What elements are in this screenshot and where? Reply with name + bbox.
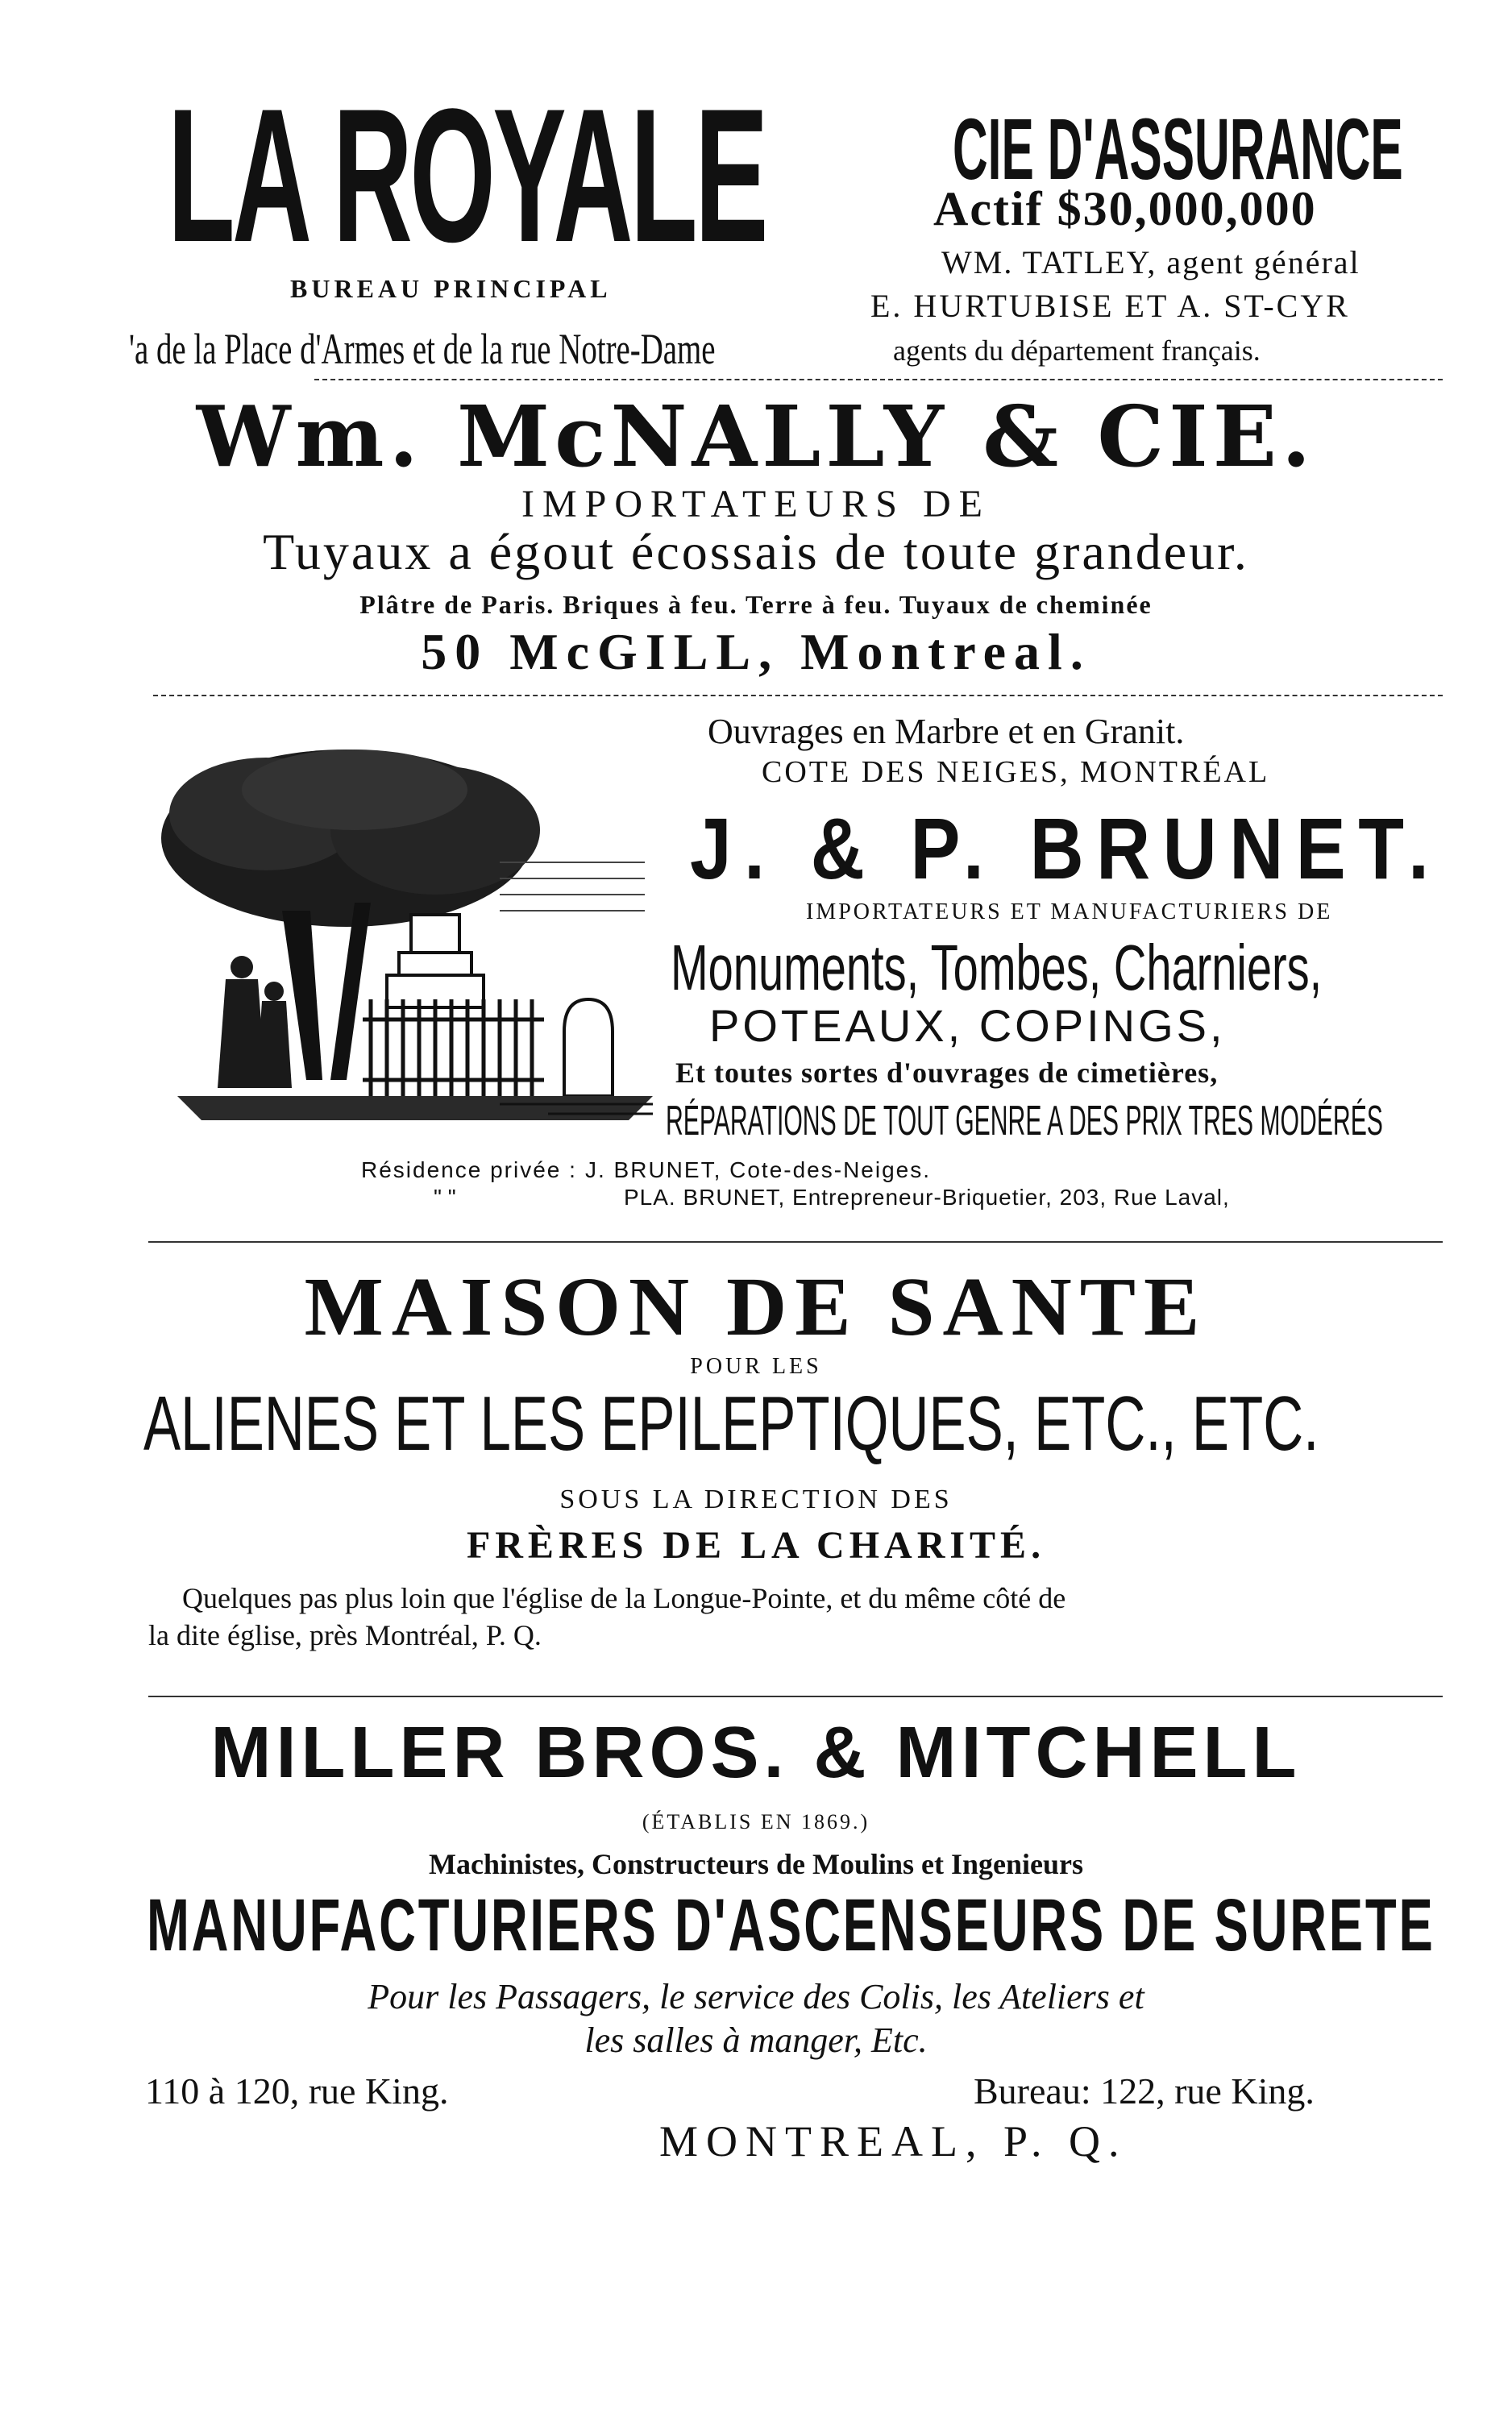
sante-note-1: Quelques pas plus loin que l'église de la Longue-Pointe, et du même côté de [182,1582,1066,1614]
sante-direction: SOUS LA DIRECTION DES [559,1485,953,1514]
royale-ad [0,0,1512,419]
sante-title: MAISON DE SANTE [304,1260,1208,1353]
miller-role: Machinistes, Constructeurs de Moulins et Ingenieurs [429,1848,1083,1880]
sante-subtitle: ALIENES ET LES EPILEPTIQUES, ETC., ETC. [143,1381,1319,1467]
royale-address: 'a de la Place d'Armes et de la rue Notre-Dame [129,325,716,373]
miller-name: MILLER BROS. & MITCHELL [210,1713,1302,1793]
royale-agents-names: E. HURTUBISE ET A. ST-CYR [870,288,1350,324]
sante-note-2: la dite église, près Montréal, P. Q. [148,1619,542,1651]
brunet-reparations: RÉPARATIONS DE TOUT GENRE A DES PRIX TRES MODÉRÉS [666,1098,1383,1144]
divider-3 [148,1241,1443,1243]
brunet-ad [0,701,1512,1249]
miller-desc-2: les salles à manger, Etc. [584,2020,928,2060]
miller-address-left: 110 à 120, rue King. [145,2070,449,2112]
royale-agents-role: agents du département français. [893,334,1261,367]
cemetery-engraving-image [145,741,661,1128]
brunet-location: COTE DES NEIGES, MONTRÉAL [762,755,1270,789]
royale-bureau: BUREAU PRINCIPAL [290,274,612,303]
brunet-poteaux: POTEAUX, COPINGS, [709,1000,1226,1051]
royale-company: CIE D'ASSURANCE [953,100,1403,197]
sante-ad [0,1249,1512,1684]
sante-freres: FRÈRES DE LA CHARITÉ. [466,1524,1046,1567]
mcnally-ad [0,387,1512,693]
miller-desc-1: Pour les Passagers, le service des Colis, les Ateliers et [368,1977,1144,2016]
mcnally-tuyaux: Tuyaux a égout écossais de toute grandeur. [263,523,1249,580]
mcnally-role: IMPORTATEURS DE [521,483,991,525]
divider-4 [148,1696,1443,1697]
brunet-cimetieres: Et toutes sortes d'ouvrages de cimetières, [675,1057,1219,1089]
mcnally-name: Wm. McNALLY & CIE. [196,387,1316,486]
royale-logo: LA ROYALE [168,69,766,282]
divider-2 [153,695,1443,696]
mcnally-address: 50 McGILL, Montreal. [421,623,1091,680]
brunet-ditto: " " [434,1185,456,1210]
brunet-residence-label: Résidence privée : [361,1157,577,1182]
divider-1 [314,379,1443,380]
brunet-role: IMPORTATEURS ET MANUFACTURIERS DE [806,899,1333,924]
miller-etablis: (ÉTABLIS EN 1869.) [642,1810,870,1833]
sante-pour: POUR LES [690,1354,822,1379]
miller-ad [0,1701,1512,2166]
miller-address-right: Bureau: 122, rue King. [974,2070,1315,2112]
royale-actif: Actif $30,000,000 [933,182,1317,235]
mcnally-products: Plâtre de Paris. Briques à feu. Terre à feu. Tuyaux de cheminée [359,590,1153,619]
brunet-residence-1: J. BRUNET, Cote-des-Neiges. [585,1157,932,1182]
brunet-monuments: Monuments, Tombes, Charniers, [671,932,1323,1003]
miller-headline: MANUFACTURIERS D'ASCENSEURS DE SURETE [147,1884,1435,1966]
royale-agent-general: WM. TATLEY, agent général [941,244,1360,280]
brunet-residence-2: PLA. BRUNET, Entrepreneur-Briquetier, 203, Rue Laval, [624,1185,1230,1210]
brunet-ouvrages: Ouvrages en Marbre et en Granit. [708,712,1185,751]
miller-city: MONTREAL, P. Q. [659,2117,1128,2166]
brunet-name: J. & P. BRUNET. [690,799,1442,897]
